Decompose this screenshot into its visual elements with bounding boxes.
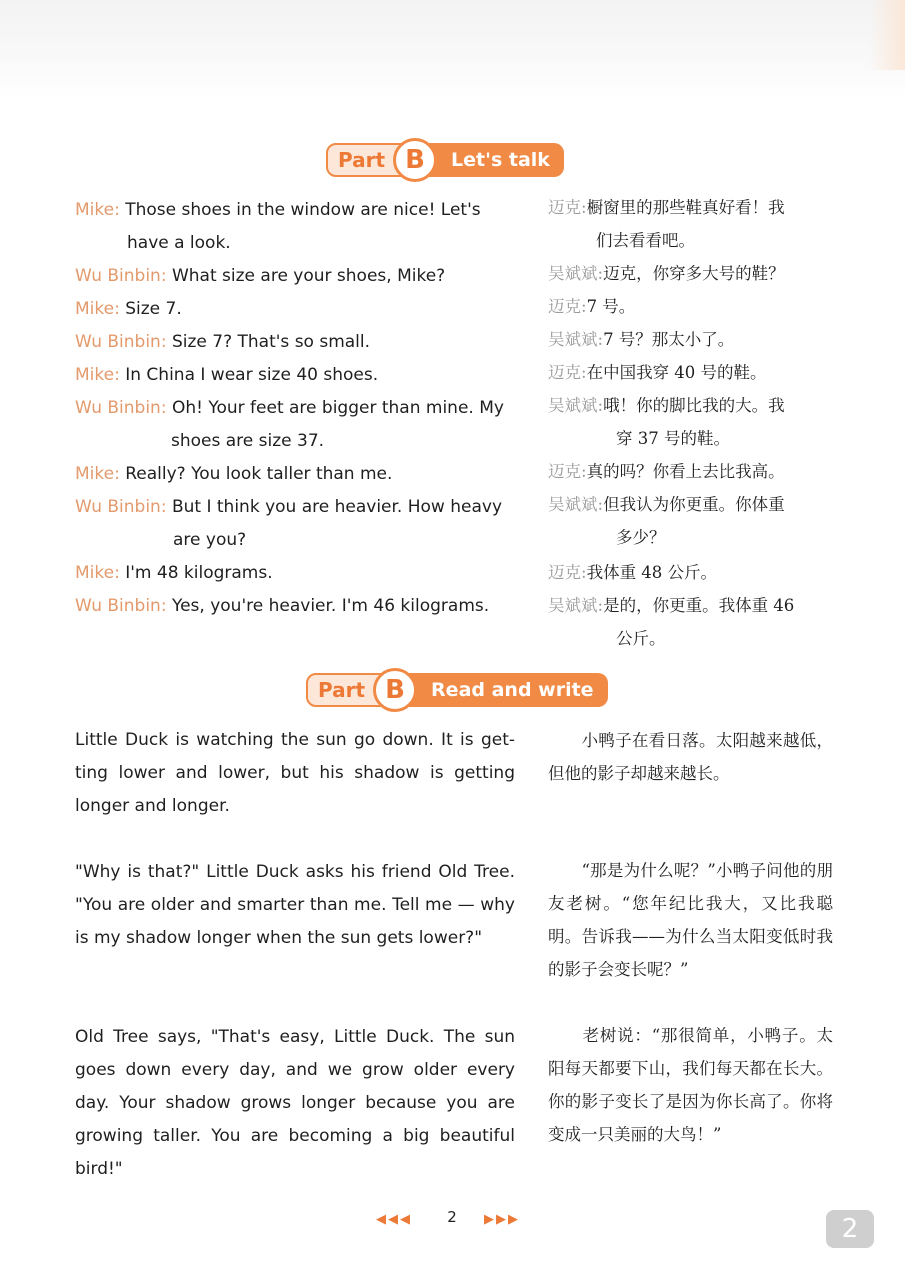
cn-dialogue-line [548, 596, 794, 616]
cn-speaker-name: 吴斌斌: [548, 396, 604, 415]
dialogue-line [75, 563, 273, 583]
dialogue-line [75, 200, 481, 220]
line-text: have a look. [127, 233, 231, 253]
speaker-name: Wu Binbin: [75, 266, 167, 286]
cn-speaker-name: 吴斌斌: [548, 330, 604, 349]
dialogue-line [173, 530, 246, 550]
cn-line-text: 是的，你更重。我体重 46 [603, 596, 795, 615]
cn-line-text: 多少？ [616, 528, 666, 547]
banner-letter: B [393, 138, 437, 182]
cn-line-text: 橱窗里的那些鞋真好看！我 [586, 198, 785, 217]
cn-speaker-name: 吴斌斌: [548, 264, 604, 283]
cn-line-text: 们去看看吧。 [596, 231, 695, 250]
banner-part-label: Part [306, 673, 397, 707]
cn-line-text: 迈克，你穿多大号的鞋？ [603, 264, 785, 283]
cn-dialogue-line [548, 198, 785, 218]
cn-line-text: 7 号。 [586, 297, 636, 316]
story-paragraph: "Why is that?" Little Duck asks his friend Old Tree. "You are older and smarter than me. Tell me — why is my shadow longer when the sun gets lower?" [75, 862, 515, 948]
cn-dialogue-line [548, 330, 734, 350]
cn-line-text: 在中国我穿 40 号的鞋。 [586, 363, 767, 382]
cn-dialogue-line [548, 495, 785, 515]
cn-dialogue-line [548, 396, 785, 416]
line-text: shoes are size 37. [171, 431, 325, 451]
dialogue-line [75, 497, 502, 517]
dialogue-line [75, 299, 182, 319]
dialogue-line [75, 332, 370, 352]
line-text: I'm 48 kilograms. [125, 563, 273, 583]
cn-speaker-name: 迈克: [548, 363, 587, 382]
story-paragraph: Little Duck is watching the sun go down. It is get-ting lower and lower, but his shadow is getting longer and longer. [75, 730, 515, 816]
dialogue-line [75, 266, 445, 286]
banner-title: Let's talk [427, 143, 564, 177]
page-number: 2 [447, 1208, 457, 1226]
cn-dialogue-line [548, 462, 785, 482]
speaker-name: Mike: [75, 200, 120, 220]
cn-speaker-name: 吴斌斌: [548, 596, 604, 615]
dialogue-line [75, 398, 504, 418]
banner-part-label: Part [326, 143, 417, 177]
corner-page-badge: 2 [826, 1210, 874, 1248]
read-and-write-banner [306, 670, 608, 710]
line-text: are you? [173, 530, 247, 550]
line-text: In China I wear size 40 shoes. [125, 365, 379, 385]
line-text: What size are your shoes, Mike? [171, 266, 446, 286]
banner-letter: B [373, 668, 417, 712]
line-text: Really? You look taller than me. [125, 464, 393, 484]
previous-page-arrows-icon[interactable]: ◀◀◀ [376, 1212, 412, 1227]
story-paragraph: Old Tree says, "That's easy, Little Duck. The sun goes down every day, and we grow older every day. Your shadow grows longer because you are growing taller. You are becoming a big beautiful bird!" [75, 1027, 515, 1179]
line-text: Size 7. [125, 299, 182, 319]
cn-dialogue-line [548, 563, 717, 583]
cn-speaker-name: 迈克: [548, 462, 587, 481]
speaker-name: Mike: [75, 563, 120, 583]
cn-line-text: 哦！你的脚比我的大。我 [603, 396, 785, 415]
line-text: Those shoes in the window are nice! Let's [125, 200, 481, 220]
speaker-name: Wu Binbin: [75, 332, 167, 352]
cn-speaker-name: 迈克: [548, 198, 587, 217]
lets-talk-banner [326, 140, 564, 180]
cn-dialogue-line [548, 297, 635, 317]
speaker-name: Wu Binbin: [75, 398, 167, 418]
speaker-name: Mike: [75, 299, 120, 319]
cn-speaker-name: 吴斌斌: [548, 495, 604, 514]
cn-line-text: 但我认为你更重。你体重 [603, 495, 785, 514]
line-text: Oh! Your feet are bigger than mine. My [171, 398, 504, 418]
cn-speaker-name: 迈克: [548, 297, 587, 316]
cn-story-paragraph: “那是为什么呢？”小鸭子问他的朋友老树。“您年纪比我大，又比我聪明。告诉我——为什么当太阳变低时我的影子会变长呢？” [548, 861, 833, 979]
line-text: But I think you are heavier. How heavy [171, 497, 503, 517]
cn-line-text: 7 号？那太小了。 [603, 330, 735, 349]
top-shadow [0, 0, 905, 100]
cn-dialogue-line [616, 429, 730, 449]
dialogue-line [75, 464, 392, 484]
cn-line-text: 穿 37 号的鞋。 [616, 429, 730, 448]
banner-title: Read and write [407, 673, 608, 707]
cn-speaker-name: 迈克: [548, 563, 587, 582]
cn-dialogue-line [616, 528, 666, 548]
speaker-name: Mike: [75, 464, 120, 484]
dialogue-line [75, 596, 489, 616]
speaker-name: Wu Binbin: [75, 596, 167, 616]
cn-line-text: 我体重 48 公斤。 [586, 563, 718, 582]
cn-line-text: 真的吗？你看上去比我高。 [586, 462, 785, 481]
cn-dialogue-line [596, 231, 695, 251]
dialogue-line [171, 431, 324, 451]
dialogue-line [75, 365, 378, 385]
cn-dialogue-line [548, 363, 767, 383]
cn-story-paragraph: 老树说：“那很简单，小鸭子。太阳每天都要下山，我们每天都在长大。你的影子变长了是因为你长高了。你将变成一只美丽的大鸟！” [548, 1026, 833, 1144]
speaker-name: Wu Binbin: [75, 497, 167, 517]
cn-dialogue-line [616, 629, 666, 649]
dialogue-line [127, 233, 231, 253]
cn-dialogue-line [548, 264, 785, 284]
line-text: Size 7? That's so small. [171, 332, 371, 352]
cn-line-text: 公斤。 [616, 629, 666, 648]
line-text: Yes, you're heavier. I'm 46 kilograms. [171, 596, 490, 616]
speaker-name: Mike: [75, 365, 120, 385]
next-page-arrows-icon[interactable]: ▶▶▶ [484, 1212, 520, 1227]
cn-story-paragraph: 小鸭子在看日落。太阳越来越低，但他的影子却越来越长。 [548, 731, 833, 783]
corner-decoration [869, 0, 905, 70]
